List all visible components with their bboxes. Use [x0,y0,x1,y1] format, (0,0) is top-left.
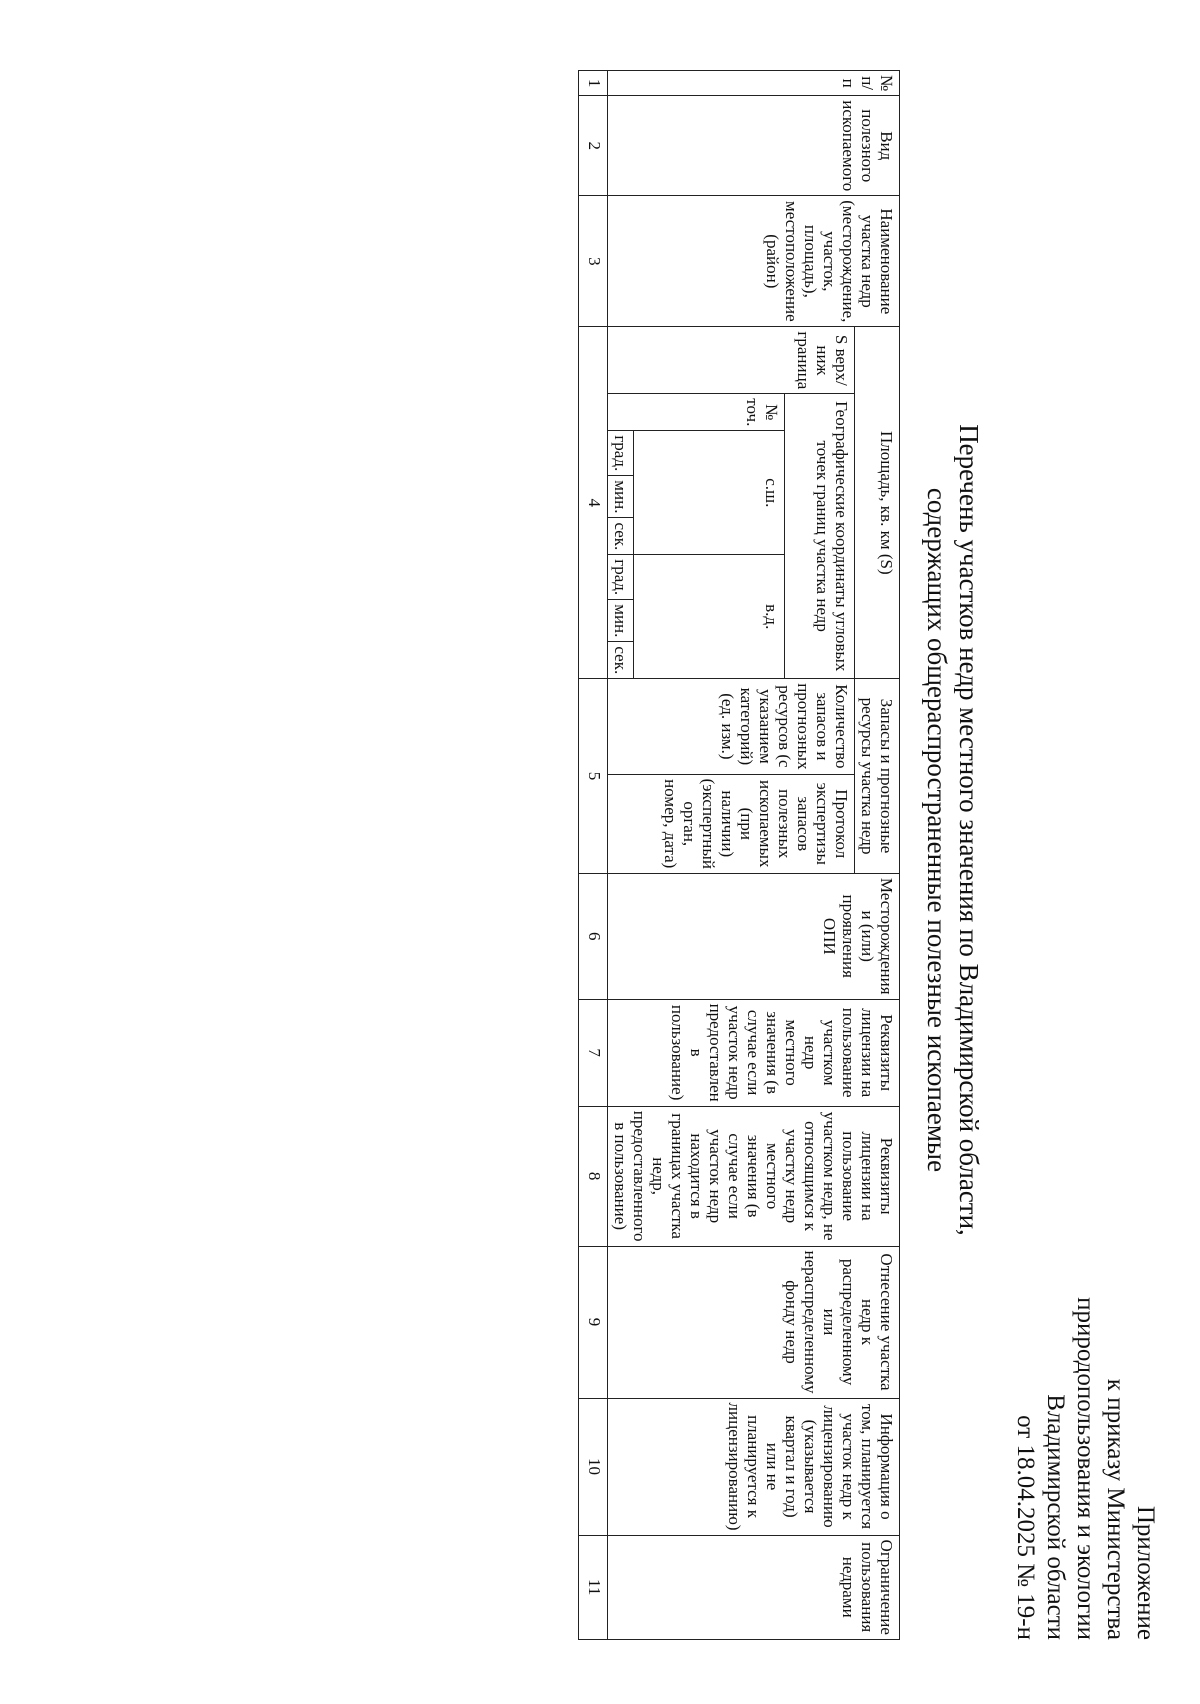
column-number-cell: 11 [579,1535,608,1639]
header-col-mineral-type: Вид полезного ископаемого [608,96,900,196]
header-lat-sec: сек. [608,518,634,555]
appendix-line: от 18.04.2025 № 19-н [1012,1415,1039,1640]
header-col-license-other: Реквизиты лицензии на пользование участком недр, не относящимся к участку недр местного значения (в случае если участок недр находится в границах участка недр, предоставленного в пользование) [608,1106,900,1246]
header-lat-deg: град. [608,431,634,476]
header-reserves-qty: Количество запасов и прогнозных ресурсов (с указанием категорий) (ед. изм.) [608,679,855,774]
header-col-reserves: Запасы и прогнозные ресурсы участка недр [855,679,900,874]
header-lon-sec: сек. [608,642,634,679]
document-title [921,80,985,1580]
column-number-cell: 2 [579,96,608,196]
header-longitude: в.д. [634,555,785,679]
title-line-1: Перечень участков недр местного значения по Владимирской области, [954,424,984,1236]
header-col-plot-name: Наименование участка недр (месторождение, участок, площадь), местоположение (район) [608,196,900,327]
column-number-cell: 10 [579,1398,608,1535]
column-number-cell: 4 [579,327,608,679]
appendix-line: Приложение [1132,1505,1159,1640]
header-col-number: № п/п [608,71,900,96]
header-col-deposits: Месторождения и (или) проявления ОПИ [608,873,900,999]
appendix-line: Владимирской области [1042,1394,1069,1640]
header-lat-min: мин. [608,476,634,518]
title-line-2: содержащих общераспространенные полезные ископаемые [922,487,952,1173]
column-number-cell: 6 [579,873,608,999]
column-number-cell: 1 [579,71,608,96]
appendix-line: к приказу Министерства [1102,1378,1129,1640]
column-number-cell: 5 [579,679,608,874]
header-col-restriction: Ограничение пользования недрами [608,1535,900,1639]
subsoil-plots-table [578,70,900,1640]
header-col-fund: Отнесение участка недр к распределенному или нераспределенному фонду недр [608,1246,900,1398]
header-lon-deg: град. [608,555,634,600]
column-number-cell: 7 [579,999,608,1106]
header-s-boundary: S верх/ниж граница [608,327,855,394]
header-coordinates: Географические координаты угловых точек границ участка недр [785,394,855,679]
header-col-license-local: Реквизиты лицензии на пользование участком недр местного значения (в случае если участок недр предоставлен в пользование) [608,999,900,1106]
column-number-cell: 8 [579,1106,608,1246]
appendix-line: природопользования и экологии [1072,1297,1099,1640]
header-lon-min: мин. [608,600,634,642]
header-point-number: № точ. [608,394,785,431]
header-col-area: Площадь, кв. км (S) [855,327,900,679]
column-number-cell: 3 [579,196,608,327]
header-col-licensing-plan: Информация о том, планируется участок недр к лицензированию (указывается квартал и год) или не планируется к лицензированию) [608,1398,900,1535]
header-expert-protocol: Протокол экспертизы запасов полезных ископаемых (при наличии) (экспертный орган, номер, дата) [608,774,855,873]
header-latitude: с.ш. [634,431,785,555]
appendix-header [1010,1180,1160,1640]
column-number-cell: 9 [579,1246,608,1398]
